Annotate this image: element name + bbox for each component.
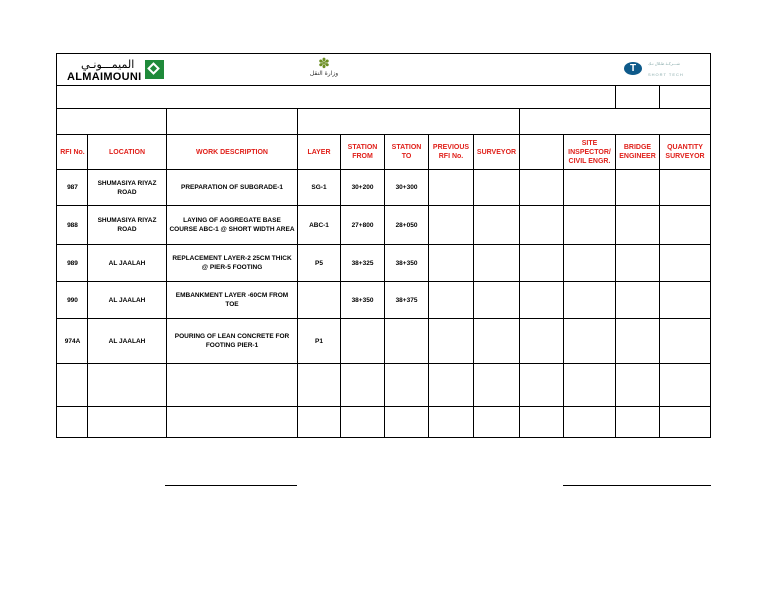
cell-site-inspector (564, 319, 615, 363)
cell-previous-rfi-no (429, 282, 473, 318)
cell-layer: P1 (315, 337, 323, 345)
header-blank (520, 135, 563, 169)
cell-previous-rfi-no (429, 364, 473, 406)
column-divider (659, 85, 660, 108)
cell-station-to: 30+300 (395, 184, 418, 191)
cell-work-description: EMBANKMENT LAYER -60CM FROM TOE (175, 292, 289, 308)
cell-work-description (167, 364, 297, 406)
cell-station-to (385, 319, 428, 363)
cell-site-inspector (564, 407, 615, 437)
cell-layer (298, 364, 340, 406)
cell-location: SHUMASIYA RIYAZ ROAD (97, 179, 157, 196)
cell-quantity-surveyor (660, 364, 710, 406)
contractor-logo (624, 60, 704, 80)
contractor-arabic-text: شـــركـة طـلال تـك (648, 61, 680, 66)
cell-previous-rfi-no (429, 206, 473, 244)
cell-site-inspector (564, 282, 615, 318)
cell-quantity-surveyor (660, 282, 710, 318)
cell-work-description: PREPARATION OF SUBGRADE-1 (181, 184, 283, 191)
cell-layer: SG-1 (311, 184, 327, 191)
cell-blank (520, 170, 563, 205)
cell-work-description: LAYING OF AGGREGATE BASE COURSE ABC-1 @ SHORT WIDTH AREA (169, 217, 295, 233)
cell-station-from (341, 319, 384, 363)
column-divider (297, 108, 298, 134)
header-rfi-no: RFI No. (60, 148, 85, 156)
cell-station-to (385, 407, 428, 437)
cell-bridge-engineer (616, 319, 659, 363)
cell-station-from (341, 407, 384, 437)
cell-location (88, 364, 166, 406)
cell-blank (520, 364, 563, 406)
cell-station-from: 38+350 (351, 296, 374, 304)
cell-bridge-engineer (616, 245, 659, 281)
header-station-from: STATION FROM (347, 144, 378, 160)
column-divider (166, 108, 167, 134)
cell-blank (520, 206, 563, 244)
signature-line-left (165, 485, 297, 486)
rfi-log-sheet (56, 53, 711, 438)
cell-work-description (167, 407, 297, 437)
cell-blank (520, 407, 563, 437)
column-divider (615, 85, 616, 108)
cell-blank (520, 319, 563, 363)
cell-quantity-surveyor (660, 206, 710, 244)
cell-site-inspector (564, 364, 615, 406)
cell-layer (298, 282, 340, 318)
cell-work-description: REPLACEMENT LAYER-2 25CM THICK @ PIER-5 FOOTING (172, 255, 292, 271)
cell-rfi-no: 989 (67, 259, 78, 267)
cell-bridge-engineer (616, 282, 659, 318)
contractor-english-text: SHORT TECH (648, 72, 684, 77)
cell-rfi-no: 987 (67, 184, 78, 191)
almaimouni-logo (67, 58, 167, 84)
cell-surveyor (474, 245, 519, 281)
cell-layer: P5 (315, 259, 323, 267)
header-location: LOCATION (108, 148, 146, 156)
logo-arabic-text: الميمـــونـي (81, 58, 135, 71)
cell-surveyor (474, 364, 519, 406)
header-surveyor: SURVEYOR (476, 148, 517, 156)
almaimouni-emblem-icon (145, 60, 164, 79)
header-bridge-engineer: BRIDGE ENGINEER (619, 144, 656, 160)
cell-previous-rfi-no (429, 407, 473, 437)
cell-site-inspector (564, 245, 615, 281)
cell-previous-rfi-no (429, 170, 473, 205)
signature-line-right (563, 485, 711, 486)
logo-english-text: ALMAIMOUNI (67, 71, 142, 83)
cell-location: AL JAALAH (108, 337, 146, 345)
column-divider (519, 108, 520, 134)
row-divider (57, 85, 710, 86)
cell-station-to: 28+050 (395, 221, 418, 229)
cell-previous-rfi-no (429, 319, 473, 363)
cell-blank (520, 282, 563, 318)
cell-quantity-surveyor (660, 407, 710, 437)
cell-surveyor (474, 319, 519, 363)
cell-surveyor (474, 282, 519, 318)
cell-station-from: 27+800 (351, 221, 374, 229)
cell-station-to: 38+350 (395, 259, 418, 267)
contractor-emblem-icon: T (624, 62, 642, 75)
cell-station-to: 38+375 (395, 296, 418, 304)
cell-station-to (385, 364, 428, 406)
cell-surveyor (474, 170, 519, 205)
cell-bridge-engineer (616, 206, 659, 244)
header-previous-rfi-no: PREVIOUS RFI No. (432, 144, 470, 160)
cell-bridge-engineer (616, 170, 659, 205)
ministry-text: وزارة النقل (309, 70, 339, 77)
header-work-description: WORK DESCRIPTION (196, 148, 268, 156)
cell-rfi-no: 990 (67, 296, 78, 304)
cell-location: AL JAALAH (108, 296, 146, 304)
cell-rfi-no: 974A (64, 337, 81, 345)
cell-rfi-no (58, 407, 87, 437)
cell-work-description: POURING OF LEAN CONCRETE FOR FOOTING PIER-1 (174, 333, 290, 349)
palm-icon: ✽ (318, 55, 330, 71)
ministry-logo (309, 56, 339, 82)
cell-quantity-surveyor (660, 170, 710, 205)
cell-location: SHUMASIYA RIYAZ ROAD (97, 217, 157, 233)
cell-layer (298, 407, 340, 437)
cell-location (88, 407, 166, 437)
cell-surveyor (474, 407, 519, 437)
header-station-to: STATION TO (391, 144, 422, 160)
cell-station-from (341, 364, 384, 406)
header-site-inspector: SITE INSPECTOR/ CIVIL ENGR. (568, 139, 611, 165)
cell-quantity-surveyor (660, 319, 710, 363)
cell-location: AL JAALAH (108, 259, 146, 267)
cell-layer: ABC-1 (309, 221, 329, 229)
cell-station-from: 38+325 (351, 259, 374, 267)
cell-site-inspector (564, 170, 615, 205)
cell-rfi-no: 988 (67, 221, 78, 229)
cell-quantity-surveyor (660, 245, 710, 281)
cell-blank (520, 245, 563, 281)
cell-station-from: 30+200 (351, 184, 374, 191)
cell-bridge-engineer (616, 407, 659, 437)
cell-site-inspector (564, 206, 615, 244)
header-quantity-surveyor: QUANTITY SURVEYOR (665, 144, 705, 160)
cell-previous-rfi-no (429, 245, 473, 281)
cell-surveyor (474, 206, 519, 244)
header-layer: LAYER (307, 148, 331, 156)
cell-bridge-engineer (616, 364, 659, 406)
cell-rfi-no (58, 364, 87, 406)
row-divider (57, 108, 710, 109)
